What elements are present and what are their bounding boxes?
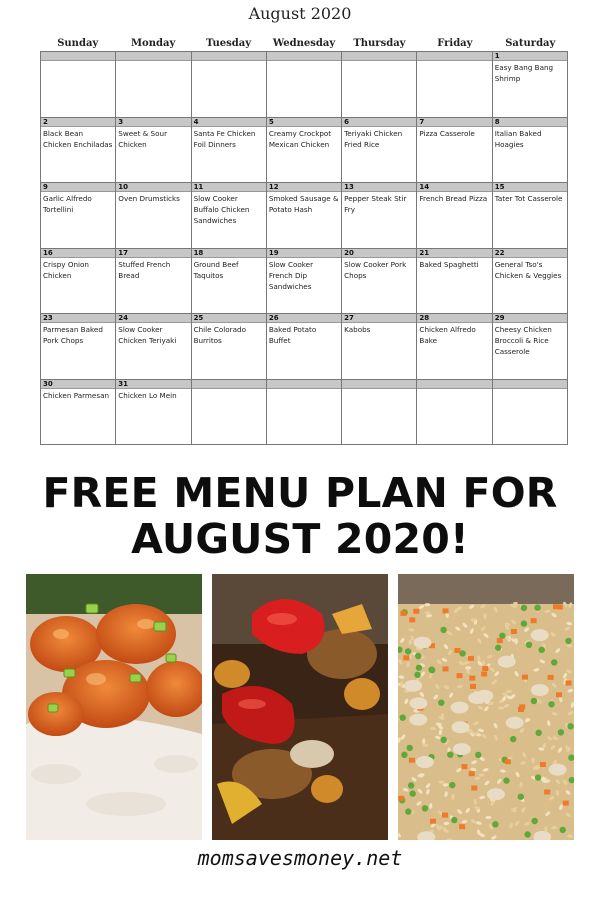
weekday-label: Monday	[130, 38, 176, 49]
calendar-day-cell	[41, 118, 116, 184]
meal-name	[417, 61, 491, 62]
day-number: 7	[417, 118, 491, 127]
calendar-day-cell	[493, 183, 568, 249]
meal-name: Parmesan Baked Pork Chops	[43, 325, 103, 345]
meal-name: Cheesy Chicken Broccoli & Rice Casserole	[494, 325, 552, 356]
calendar-day-cell	[493, 118, 568, 184]
day-number: 22	[493, 249, 567, 258]
day-number	[342, 52, 416, 61]
day-number	[116, 52, 190, 61]
meal-name: Smoked Sausage & Potato Hash	[268, 194, 339, 214]
meal-name	[192, 61, 266, 62]
calendar-day-cell	[493, 52, 568, 118]
day-number: 14	[417, 183, 491, 192]
weekday-label: Sunday	[57, 38, 99, 49]
meal-name: Garlic Alfredo Tortellini	[43, 194, 92, 214]
headline-line-2: AUGUST 2020!	[131, 515, 469, 563]
day-number: 19	[267, 249, 341, 258]
day-number: 25	[192, 314, 266, 323]
day-number: 4	[192, 118, 266, 127]
meal-name: Stuffed French Bread	[118, 259, 171, 280]
calendar-day-cell	[192, 314, 267, 380]
calendar-day-cell	[267, 118, 342, 184]
calendar-day-cell	[192, 118, 267, 184]
calendar-day-cell	[41, 249, 116, 315]
weekday-label: Saturday	[505, 38, 556, 49]
calendar-day-cell	[116, 118, 191, 184]
day-number: 13	[342, 183, 416, 192]
meal-name: Slow Cooker Chicken Teriyaki	[118, 325, 177, 345]
day-number: 18	[192, 249, 266, 258]
day-number: 6	[342, 118, 416, 127]
pork-pepper-stirfry-photo	[212, 574, 388, 840]
calendar-day-cell	[267, 249, 342, 315]
day-number: 10	[116, 183, 190, 192]
meal-name: Sweet & Sour Chicken	[118, 128, 168, 149]
calendar-day-cell	[41, 380, 116, 446]
meal-name: Pepper Steak Stir Fry	[344, 194, 407, 214]
calendar-day-cell	[192, 249, 267, 315]
calendar-day-cell	[267, 380, 342, 446]
meal-name: Teriyaki Chicken Fried Rice	[344, 128, 403, 149]
meal-name: Black Bean Chicken Enchiladas	[43, 128, 113, 149]
calendar-day-cell	[116, 52, 191, 118]
meal-name	[417, 389, 491, 390]
weekday-label: Thursday	[353, 38, 406, 49]
calendar-day-cell	[267, 314, 342, 380]
meal-name: Tater Tot Casserole	[494, 194, 563, 203]
meal-name: Chile Colorado Burritos	[193, 325, 246, 345]
meal-name: Pizza Casserole	[419, 128, 475, 138]
day-number: 31	[116, 380, 190, 389]
calendar-day-cell	[342, 249, 417, 315]
calendar-day-cell	[417, 380, 492, 446]
meal-name: Baked Spaghetti	[419, 259, 479, 269]
calendar-day-cell	[417, 249, 492, 315]
calendar-day-cell	[342, 380, 417, 446]
meal-name: Chicken Alfredo Bake	[419, 325, 476, 345]
fried-rice-photo	[398, 574, 574, 840]
calendar-day-cell	[192, 52, 267, 118]
meal-name	[493, 389, 567, 390]
day-number	[493, 380, 567, 389]
calendar-day-cell	[41, 183, 116, 249]
meal-name: French Bread Pizza	[419, 194, 488, 203]
calendar-day-cell	[267, 183, 342, 249]
day-number	[417, 52, 491, 61]
day-number	[192, 52, 266, 61]
meal-name: Chicken Parmesan	[43, 390, 110, 400]
day-number	[192, 380, 266, 389]
day-number: 24	[116, 314, 190, 323]
calendar-day-cell	[342, 118, 417, 184]
calendar-day-cell	[116, 380, 191, 446]
meal-name	[267, 389, 341, 390]
meal-name: Kabobs	[344, 325, 371, 334]
meal-name	[192, 389, 266, 390]
meal-name: Ground Beef Taquitos	[193, 259, 239, 280]
meal-name: Slow Cooker Pork Chops	[344, 259, 407, 280]
weekday-label: Wednesday	[272, 38, 336, 49]
day-number	[267, 52, 341, 61]
meal-name: Santa Fe Chicken Foil Dinners	[193, 128, 256, 149]
meal-name: Slow Cooker French Dip Sandwiches	[268, 259, 314, 291]
calendar-day-cell	[342, 183, 417, 249]
day-number: 17	[116, 249, 190, 258]
weekday-label: Tuesday	[206, 38, 252, 49]
calendar-day-cell	[116, 314, 191, 380]
calendar-day-cell	[493, 380, 568, 446]
day-number: 20	[342, 249, 416, 258]
calendar-day-cell	[41, 52, 116, 118]
day-number: 29	[493, 314, 567, 323]
meal-name	[342, 61, 416, 62]
headline	[0, 470, 600, 562]
day-number: 26	[267, 314, 341, 323]
day-number: 12	[267, 183, 341, 192]
meal-name: Slow Cooker Buffalo Chicken Sandwiches	[193, 194, 250, 225]
calendar-day-cell	[417, 118, 492, 184]
meal-name: Crispy Onion Chicken	[43, 259, 89, 280]
calendar-title: August 2020	[248, 4, 352, 23]
day-number: 16	[41, 249, 115, 258]
day-number: 30	[41, 380, 115, 389]
calendar-day-cell	[342, 52, 417, 118]
sweet-sour-chicken-photo	[26, 574, 202, 840]
calendar-day-cell	[267, 52, 342, 118]
day-number	[267, 380, 341, 389]
meal-name: Chicken Lo Mein	[118, 390, 177, 400]
meal-name	[116, 61, 190, 62]
day-number: 27	[342, 314, 416, 323]
meal-name: Italian Baked Hoagies	[494, 128, 542, 149]
calendar-day-cell	[493, 314, 568, 380]
meal-name	[41, 61, 115, 62]
day-number: 1	[493, 52, 567, 61]
day-number: 21	[417, 249, 491, 258]
headline-line-1: FREE MENU PLAN FOR	[42, 469, 558, 517]
meal-name: Baked Potato Buffet	[268, 325, 317, 345]
day-number: 23	[41, 314, 115, 323]
calendar-day-cell	[417, 52, 492, 118]
calendar-day-cell	[192, 380, 267, 446]
meal-name	[267, 61, 341, 62]
day-number: 9	[41, 183, 115, 192]
day-number: 8	[493, 118, 567, 127]
day-number: 3	[116, 118, 190, 127]
meal-name: Creamy Crockpot Mexican Chicken	[268, 128, 332, 149]
day-number: 11	[192, 183, 266, 192]
meal-name: General Tso's Chicken & Veggies	[494, 259, 562, 280]
calendar-day-cell	[116, 249, 191, 315]
day-number	[417, 380, 491, 389]
meal-name	[342, 389, 416, 390]
day-number: 15	[493, 183, 567, 192]
calendar-day-cell	[116, 183, 191, 249]
calendar-day-cell	[192, 183, 267, 249]
day-number: 28	[417, 314, 491, 323]
meal-name: Oven Drumsticks	[118, 194, 180, 203]
calendar-day-cell	[417, 314, 492, 380]
day-number: 2	[41, 118, 115, 127]
day-number	[41, 52, 115, 61]
calendar-day-cell	[41, 314, 116, 380]
weekday-header	[40, 37, 568, 51]
calendar-day-cell	[493, 249, 568, 315]
day-number: 5	[267, 118, 341, 127]
day-number	[342, 380, 416, 389]
meal-name: Easy Bang Bang Shrimp	[494, 63, 554, 83]
weekday-label: Friday	[437, 38, 473, 49]
calendar-day-cell	[342, 314, 417, 380]
calendar-day-cell	[417, 183, 492, 249]
calendar-grid	[40, 51, 568, 445]
site-url[interactable]: momsavesmoney.net	[197, 846, 403, 870]
